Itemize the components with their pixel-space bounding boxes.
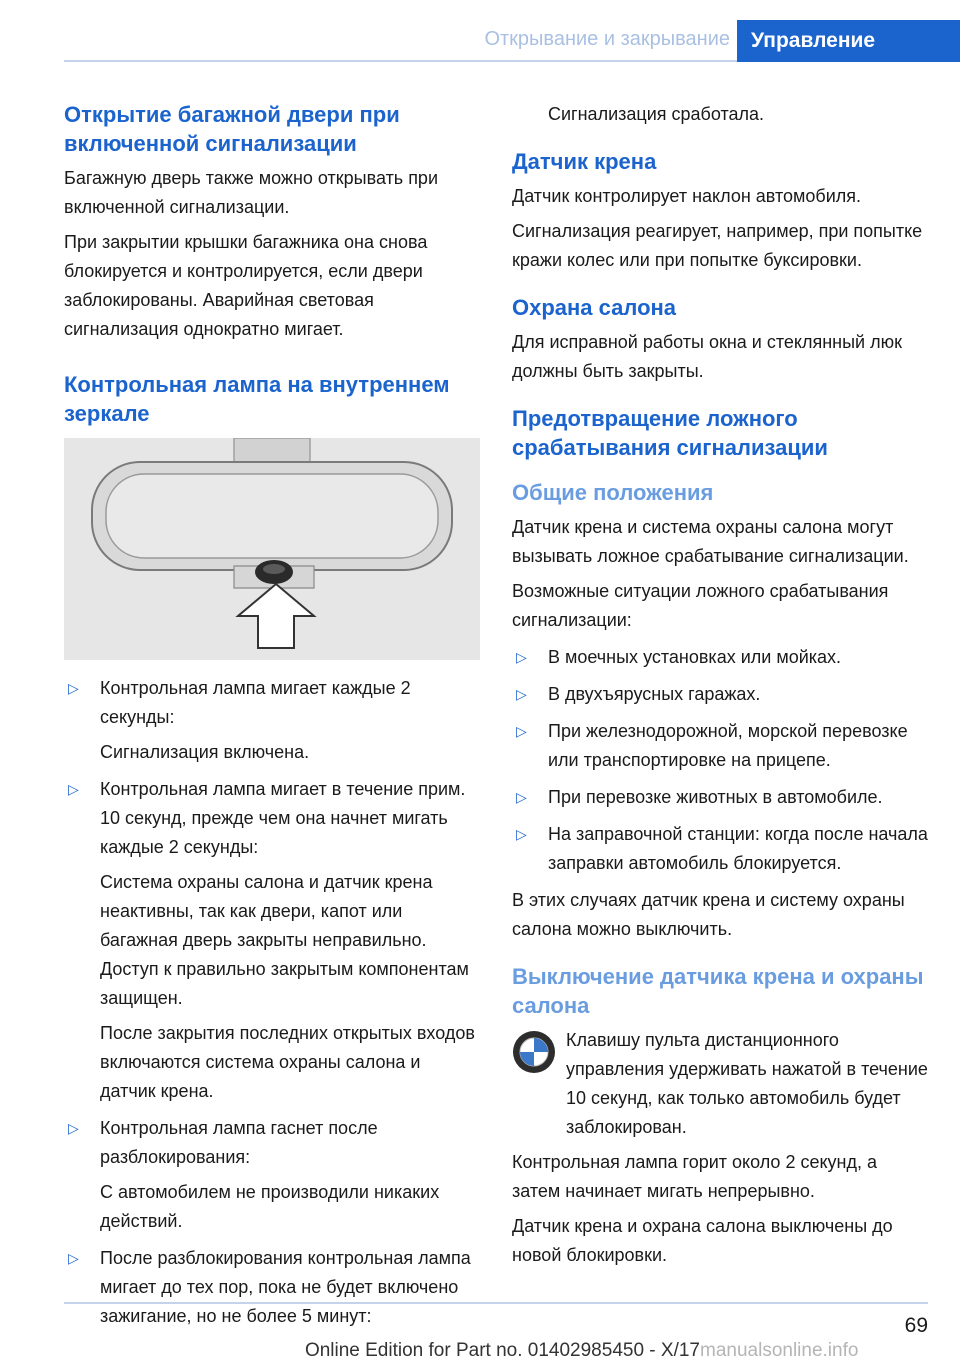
heading-interior-protection: Охрана салона <box>512 295 677 320</box>
heading-tilt-sensor: Датчик крена <box>512 149 657 174</box>
heading-trunk-alarm: Открытие багажной двери при включенной сигнализации <box>64 102 400 156</box>
paragraph: В этих случаях датчик крена и систему охраны салона можно выключить. <box>512 890 905 939</box>
paragraph: Сигнализация реагирует, например, при попытке кражи колес или при попытке буксировки. <box>512 221 923 270</box>
triangle-right-icon: ▷ <box>68 1120 79 1136</box>
list-item: ▷ Контрольная лампа мигает каждые 2 секунды: Сигнализация включена. <box>64 674 480 767</box>
heading-disable-sensors: Выключение датчика крена и охраны салона <box>512 964 924 1018</box>
list-item: ▷ В двухъярусных гаражах. <box>512 680 928 709</box>
logo-paragraph: Клавишу пульта дистанционного управления удерживать нажатой в течение 10 секунд, как только автомобиль будет заблокирован. <box>512 1026 928 1142</box>
paragraph: Датчик крена и охрана салона выключены до новой блокировки. <box>512 1216 893 1265</box>
triangle-right-icon: ▷ <box>68 680 79 696</box>
list-item: ▷ Контрольная лампа мигает в течение прим. 10 секунд, прежде чем она начнет мигать каждые 2 секунды: Система охраны салона и датчик крена неактивны, так как двери, капот или багажная дверь закрыты неправильно. Доступ к правильно закрытым компонентам защищен. После закрытия последних открытых входов включаются система охраны салона и датчик крена. <box>64 775 480 1106</box>
watermark: manualsonline.info <box>700 1340 859 1361</box>
triangle-right-icon: ▷ <box>516 723 527 739</box>
footer-rule <box>64 1302 928 1304</box>
indicator-list <box>64 674 480 1331</box>
page-number: 69 <box>904 1314 928 1337</box>
edition-text: Online Edition for Part no. 01402985450 - X/17 <box>304 1340 700 1361</box>
triangle-right-icon: ▷ <box>516 686 527 702</box>
list-continuation: Сигнализация сработала. <box>548 104 765 124</box>
paragraph: Контрольная лампа горит около 2 секунд, а затем начинает мигать непрерывно. <box>512 1152 878 1201</box>
paragraph: Датчик контролирует наклон автомобиля. <box>512 186 861 206</box>
list-item: ▷ На заправочной станции: когда после начала заправки автомобиль блокируется. <box>512 820 928 878</box>
right-column <box>512 100 928 1276</box>
triangle-right-icon: ▷ <box>516 789 527 805</box>
mirror-illustration <box>64 438 480 660</box>
paragraph: Багажную дверь также можно открывать при включенной сигнализации. <box>64 168 439 217</box>
triangle-right-icon: ▷ <box>68 1250 79 1266</box>
false-alarm-list <box>512 643 928 878</box>
paragraph: Для исправной работы окна и стеклянный люк должны быть закрыты. <box>512 332 902 381</box>
bmw-logo-icon <box>512 1030 556 1074</box>
page-footer <box>0 1302 960 1362</box>
list-item: ▷ В моечных установках или мойках. <box>512 643 928 672</box>
list-item: ▷ Контрольная лампа гаснет после разблокирования: С автомобилем не производили никаких действий. <box>64 1114 480 1236</box>
chapter-tab: Управление <box>737 20 960 62</box>
paragraph: При закрытии крышки багажника она снова блокируется и контролируется, если двери заблокированы. Аварийная световая сигнализация однократно мигает. <box>64 232 428 339</box>
list-item: ▷ При перевозке животных в автомобиле. <box>512 783 928 812</box>
list-item: ▷ При железнодорожной, морской перевозке или транспортировке на прицепе. <box>512 717 928 775</box>
triangle-right-icon: ▷ <box>68 781 79 797</box>
left-column <box>64 100 480 1339</box>
list-item: ▷ После разблокирования контрольная лампа мигает до тех пор, пока не будет включено зажигание, но не более 5 минут: <box>64 1244 480 1331</box>
section-title: Открывание и закрывание <box>484 28 730 50</box>
triangle-right-icon: ▷ <box>516 826 527 842</box>
paragraph: Возможные ситуации ложного срабатывания сигнализации: <box>512 581 889 630</box>
paragraph: Датчик крена и система охраны салона могут вызывать ложное срабатывание сигнализации. <box>512 517 909 566</box>
header-rule <box>64 60 744 62</box>
page-header <box>0 20 960 62</box>
heading-indicator-lamp: Контрольная лампа на внутреннем зеркале <box>64 372 450 426</box>
arrow-up-icon <box>238 584 314 648</box>
heading-false-alarm: Предотвращение ложного срабатывания сигнализации <box>512 406 828 460</box>
heading-general: Общие положения <box>512 480 714 505</box>
rearview-mirror-image <box>64 438 480 660</box>
triangle-right-icon: ▷ <box>516 649 527 665</box>
